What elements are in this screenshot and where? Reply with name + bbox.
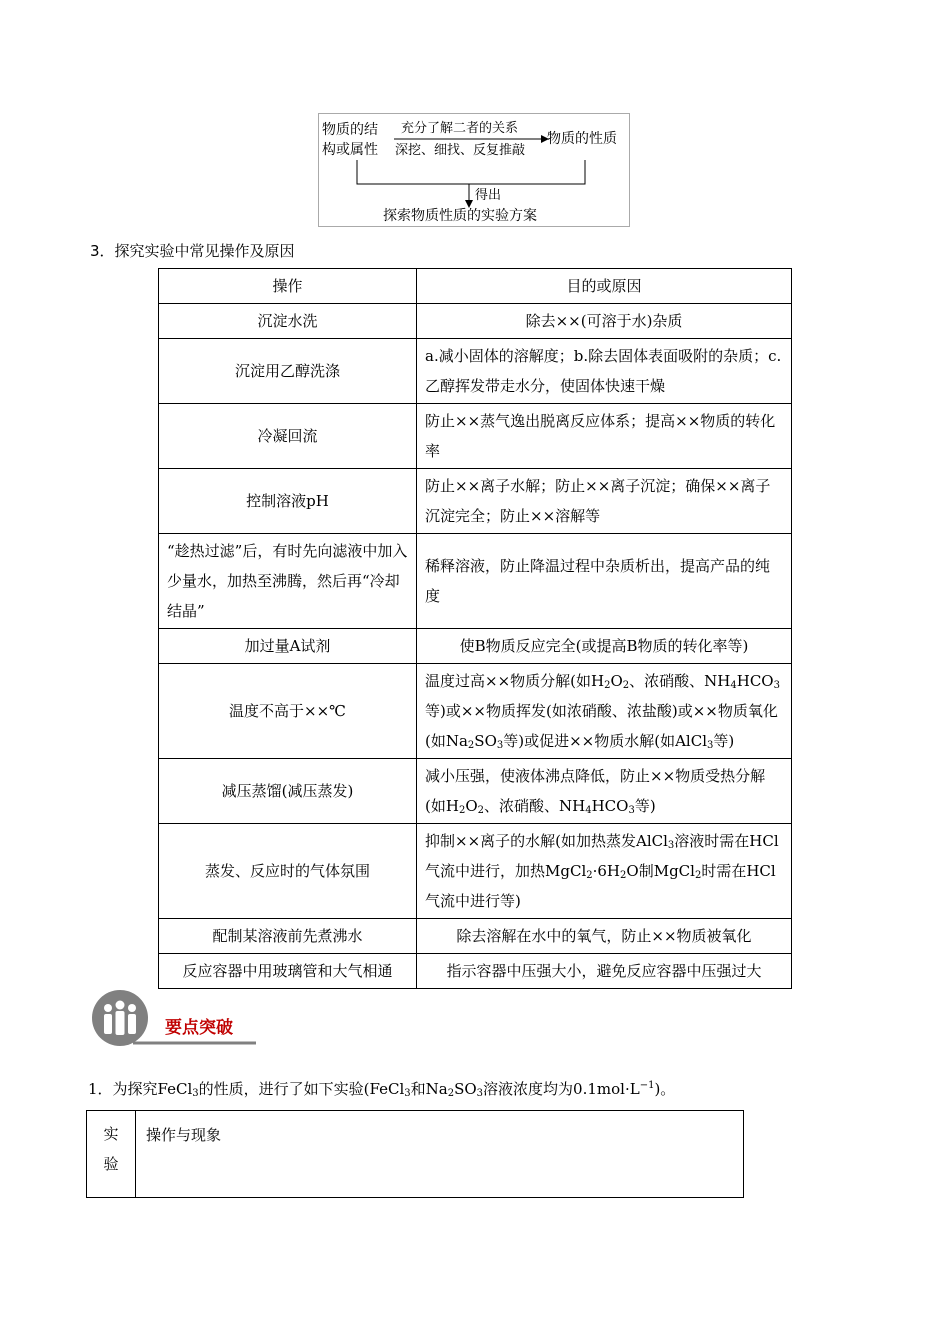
question-text: 1．为探究FeCl xyxy=(88,1080,193,1098)
table-row xyxy=(159,954,792,989)
operation-cell: 蒸发、反应时的气体氛围 xyxy=(159,824,417,919)
question-1 xyxy=(88,1078,675,1099)
operation-cell: 沉淀水洗 xyxy=(159,304,417,339)
reason-text: 时需在HCl气流中进行等) xyxy=(425,862,776,910)
table-row xyxy=(159,759,792,824)
operations-table xyxy=(158,268,792,989)
table-row xyxy=(159,404,792,469)
question-text: 溶液浓度均为0.1mol·L xyxy=(483,1080,640,1098)
superscript: −1 xyxy=(639,1080,655,1091)
reason-cell xyxy=(417,759,792,824)
flow-arrow-bottom-label: 深挖、细找、反复推敲 xyxy=(395,143,526,158)
subscript: 4 xyxy=(730,680,737,691)
reason-text: 等) xyxy=(634,797,656,815)
subscript: 3 xyxy=(192,1088,199,1099)
reason-cell: 使B物质反应完全(或提高B物质的转化率等) xyxy=(417,629,792,664)
reason-text: O制MgCl xyxy=(626,862,695,880)
subscript: 2 xyxy=(622,680,630,691)
experiment-key-line2: 验 xyxy=(103,1155,119,1173)
subscript: 4 xyxy=(585,805,592,816)
operation-cell: 沉淀用乙醇洗涤 xyxy=(159,339,417,404)
subscript: 2 xyxy=(477,805,484,816)
table-row xyxy=(159,469,792,534)
flow-loop-line xyxy=(357,160,585,184)
operation-cell: 控制溶液pH xyxy=(159,469,417,534)
subscript: 3 xyxy=(476,1088,484,1099)
flow-diagram xyxy=(318,113,630,227)
subscript: 3 xyxy=(404,1088,411,1099)
reason-cell: 防止××蒸气逸出脱离反应体系；提高××物质的转化率 xyxy=(417,404,792,469)
question-text: SO xyxy=(454,1080,477,1098)
table-row xyxy=(159,304,792,339)
reason-cell xyxy=(417,664,792,759)
flow-left-line1: 物质的结 xyxy=(322,122,378,138)
subscript: 3 xyxy=(496,740,504,751)
badge-title: 要点突破 xyxy=(165,1018,233,1038)
reason-text: 等)或促进××物质水解(如AlCl xyxy=(503,732,707,750)
table-row xyxy=(159,629,792,664)
section-title: 3．探究实验中常见操作及原因 xyxy=(90,242,295,260)
experiment-value-cell: 操作与现象 xyxy=(136,1111,744,1198)
question-text: )。 xyxy=(654,1080,676,1098)
header-reason: 目的或原因 xyxy=(417,269,792,304)
reason-text: HCO xyxy=(736,672,774,690)
subscript: 3 xyxy=(707,740,714,751)
reason-cell: 除去××(可溶于水)杂质 xyxy=(417,304,792,339)
subscript: 3 xyxy=(628,805,635,816)
question-text: 和Na xyxy=(410,1080,448,1098)
subscript: 2 xyxy=(620,870,627,881)
table-row xyxy=(159,824,792,919)
reason-text: 减小压强，使液体沸点降低，防止××物质受热分解(如H xyxy=(425,767,766,815)
subscript: 2 xyxy=(458,805,466,816)
reason-cell: 除去溶解在水中的氧气，防止××物质被氧化 xyxy=(417,919,792,954)
flow-left-line2: 构或属性 xyxy=(322,142,378,158)
reason-text: 抑制××离子的水解(如加热蒸发AlCl xyxy=(425,832,668,850)
experiment-table xyxy=(86,1110,744,1198)
people-icon xyxy=(104,1001,136,1036)
subscript: 2 xyxy=(694,870,702,881)
reason-text: O xyxy=(465,797,478,815)
table-row xyxy=(159,534,792,629)
reason-text: 温度过高××物质分解(如H xyxy=(425,672,605,690)
subscript: 2 xyxy=(467,740,475,751)
table-row xyxy=(159,339,792,404)
reason-cell xyxy=(417,824,792,919)
reason-text: SO xyxy=(474,732,497,750)
reason-text: 、浓硝酸、NH xyxy=(484,797,586,815)
subscript: 3 xyxy=(667,840,675,851)
reason-text: 溶液时需在HCl气流中进行，加热MgCl xyxy=(425,832,779,880)
operation-cell: 反应容器中用玻璃管和大气相通 xyxy=(159,954,417,989)
reason-text: 等)或××物质挥发(如浓硝酸、浓盐酸)或××物质氧化(如Na xyxy=(425,702,778,750)
reason-cell: 指示容器中压强大小，避免反应容器中压强过大 xyxy=(417,954,792,989)
header-operation: 操作 xyxy=(159,269,417,304)
subscript: 2 xyxy=(447,1088,455,1099)
flow-arrow-top-label: 充分了解二者的关系 xyxy=(401,121,519,136)
reason-cell: a.减小固体的溶解度；b.除去固体表面吸附的杂质；c.乙醇挥发带走水分，使固体快速干燥 xyxy=(417,339,792,404)
flow-down-label: 得出 xyxy=(475,188,502,203)
experiment-key-line1: 实 xyxy=(103,1125,119,1143)
table-header-row xyxy=(159,269,792,304)
table-row xyxy=(159,664,792,759)
operation-cell: 减压蒸馏(减压蒸发) xyxy=(159,759,417,824)
reason-cell: 防止××离子水解；防止××离子沉淀；确保××离子沉淀完全；防止××溶解等 xyxy=(417,469,792,534)
experiment-key-cell xyxy=(87,1111,136,1198)
flow-bottom-label: 探索物质性质的实验方案 xyxy=(383,208,537,224)
operation-cell: 配制某溶液前先煮沸水 xyxy=(159,919,417,954)
table-row xyxy=(159,919,792,954)
reason-text: 等) xyxy=(713,732,735,750)
reason-text: ·6H xyxy=(592,862,621,880)
reason-cell: 稀释溶液，防止降温过程中杂质析出，提高产品的纯度 xyxy=(417,534,792,629)
question-text: 的性质，进行了如下实验(FeCl xyxy=(198,1080,405,1098)
table-row xyxy=(87,1111,744,1198)
operation-cell: 加过量A试剂 xyxy=(159,629,417,664)
operation-cell: 温度不高于××℃ xyxy=(159,664,417,759)
reason-text: HCO xyxy=(591,797,629,815)
subscript: 2 xyxy=(586,870,593,881)
subscript: 3 xyxy=(773,680,780,691)
reason-text: O xyxy=(610,672,623,690)
operation-cell: 冷凝回流 xyxy=(159,404,417,469)
reason-text: 、浓硝酸、NH xyxy=(629,672,731,690)
subscript: 2 xyxy=(604,680,611,691)
flow-right-label: 物质的性质 xyxy=(547,131,617,147)
operation-cell: “趁热过滤”后，有时先向滤液中加入少量水，加热至沸腾，然后再“冷却结晶” xyxy=(159,534,417,629)
